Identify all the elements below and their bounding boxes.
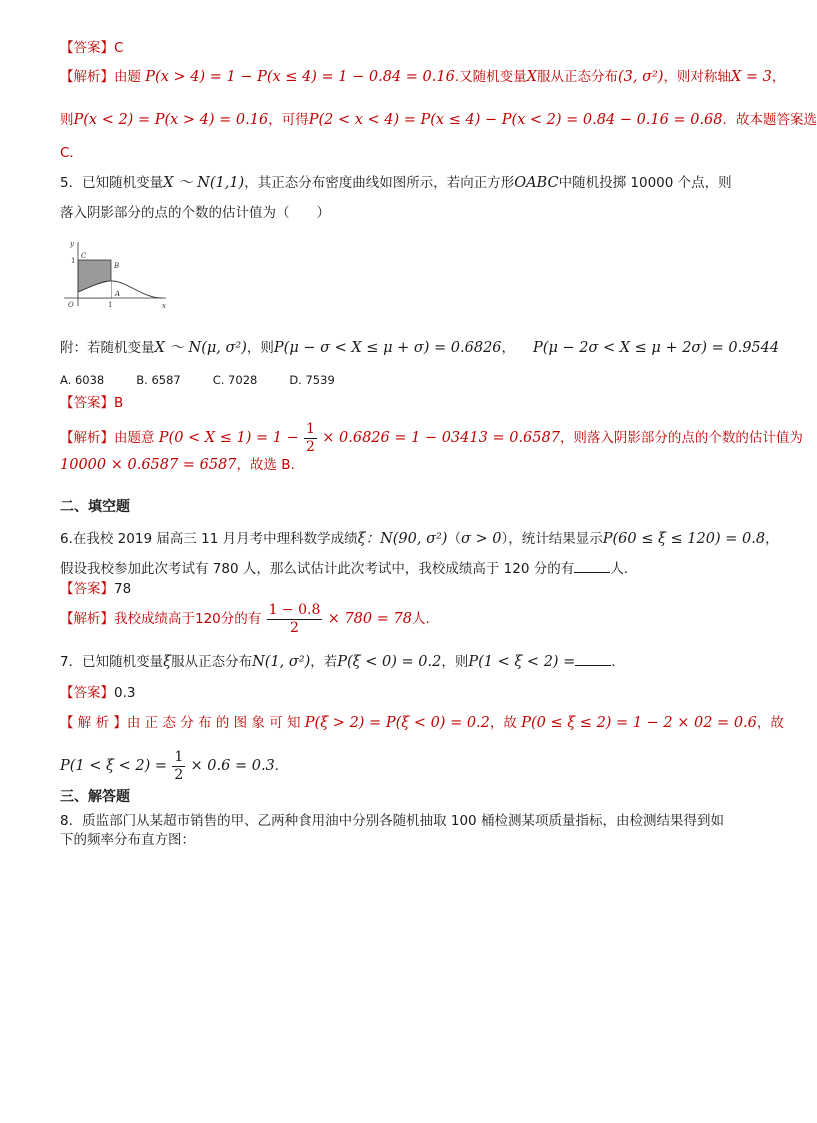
answer-tag: 【答案】 xyxy=(60,685,114,701)
q7-analysis-line-2 xyxy=(60,748,288,784)
option-d: D. 7539 xyxy=(289,373,335,387)
q4-analysis-line-3 xyxy=(60,143,83,163)
analysis-text: 由 正 态 分 布 的 图 象 可 知 xyxy=(126,715,301,731)
math-expression: P(ξ > 2) = P(ξ < 0) = 0.2 xyxy=(304,715,490,731)
question-text: 6.在我校 2019 届高三 11 月月考中理科数学成绩 xyxy=(60,531,358,547)
q7-analysis-line-1 xyxy=(60,713,784,733)
math-expression: P(2 < x < 4) = P(x ≤ 4) − P(x < 2) = 0.84 − 0.16 = 0.68 xyxy=(308,112,723,128)
note-text: ，则 xyxy=(246,340,274,356)
question-text: ， xyxy=(765,531,779,547)
answer-value: B xyxy=(114,395,124,411)
analysis-text: ，则落入阴影部分的点的个数的估计值为 xyxy=(559,430,803,446)
option-c: C. 7028 xyxy=(212,373,258,387)
section-heading-solution: 三、解答题 xyxy=(60,789,130,805)
answer-value: 0.3 xyxy=(114,685,136,701)
math-expression: P(x < 2) = P(x > 4) = 0.16 xyxy=(73,112,269,128)
math-expression: OABC xyxy=(514,175,559,191)
axis-label-y: y xyxy=(70,240,74,248)
q7-stem-line xyxy=(60,651,625,672)
q8-stem-line-2 xyxy=(60,830,195,850)
question-text: ，若 xyxy=(310,654,338,670)
question-text: （ xyxy=(447,531,461,547)
question-text: 8．质监部门从某超市销售的甲、乙两种食用油中分别各随机抽取 100 桶检测某项质量指标，由检测结果得到如 xyxy=(60,813,724,829)
math-expression: X ～ N(μ, σ²) xyxy=(154,340,247,356)
analysis-text: 则 xyxy=(60,112,74,128)
math-expression: P(0 < X ≤ 1) = 1 − xyxy=(158,430,299,446)
question-text: ），统计结果显示 xyxy=(501,531,603,547)
answer-value: C xyxy=(114,40,124,56)
point-label-b: B xyxy=(114,262,120,270)
q6-stem-line-2 xyxy=(60,558,637,579)
q5-analysis-line-2 xyxy=(60,455,295,475)
math-variable: X xyxy=(526,69,537,85)
analysis-text: ，故 xyxy=(756,715,784,731)
question-text: ． xyxy=(611,654,625,670)
math-expression: P(μ − 2σ < X ≤ μ + 2σ) = 0.9544 xyxy=(533,340,780,356)
analysis-text: 人. xyxy=(411,611,430,627)
q4-analysis-line-2 xyxy=(60,110,817,130)
math-variable: ξ xyxy=(163,654,172,670)
q4-answer-line xyxy=(60,38,123,58)
fraction-denominator: 2 xyxy=(290,619,299,636)
answer-blank xyxy=(574,558,610,573)
math-expression: P(x > 4) = 1 − P(x ≤ 4) = 1 − 0.84 = 0.16 xyxy=(145,69,455,85)
math-expression: P(ξ < 0) = 0.2 xyxy=(337,654,442,670)
math-expression: P(μ − σ < X ≤ μ + σ) = 0.6826 xyxy=(273,340,502,356)
analysis-text: C． xyxy=(60,145,83,161)
analysis-tag: 【解析】 xyxy=(60,430,114,446)
fraction-numerator: 1 xyxy=(174,748,184,765)
q5-analysis-line-1 xyxy=(60,420,803,456)
option-a: A. 6038 xyxy=(60,373,105,387)
analysis-text: ． xyxy=(274,758,289,774)
math-expression: × 0.6826 = 1 − 03413 = 0.6587 xyxy=(322,430,560,446)
question-text: 服从正态分布 xyxy=(171,654,253,670)
question-text: 5．已知随机变量 xyxy=(60,175,164,191)
answer-blank xyxy=(575,651,611,666)
math-expression: 10000 × 0.6587 = 6587 xyxy=(60,457,237,473)
answer-tag: 【答案】 xyxy=(60,40,114,56)
answer-tag: 【答案】 xyxy=(60,581,114,597)
analysis-text: ，则对称轴 xyxy=(663,69,731,85)
math-expression: (3, σ²) xyxy=(617,69,664,85)
note-text: ， xyxy=(501,340,516,356)
q6-answer-line xyxy=(60,579,131,599)
math-expression: N(1, σ²) xyxy=(252,654,311,670)
q7-answer-line xyxy=(60,683,135,703)
point-label-o: O xyxy=(68,301,74,309)
analysis-text: ．故本题答案选 xyxy=(722,112,817,128)
question-text: ，其正态分布密度曲线如图所示，若向正方形 xyxy=(244,175,515,191)
analysis-text: 我校成绩高于120分的有 xyxy=(114,611,262,627)
fraction xyxy=(267,602,323,637)
math-expression: ξ：N(90, σ²) xyxy=(357,531,448,547)
question-text: 下的频率分布直方图： xyxy=(60,832,195,848)
point-label-c: C xyxy=(81,252,87,260)
q5-note-line xyxy=(60,338,779,358)
option-b: B. 6587 xyxy=(136,373,181,387)
math-expression: P(1 < ξ < 2) = xyxy=(60,758,168,774)
fraction xyxy=(304,421,317,456)
q5-options xyxy=(60,370,367,390)
math-expression: × 780 = 78 xyxy=(327,611,412,627)
analysis-tag: 【 解 析 】 xyxy=(60,715,127,731)
fraction-numerator: 1 − 0.8 xyxy=(268,601,321,618)
math-expression: X = 3 xyxy=(730,69,772,85)
fraction-denominator: 2 xyxy=(174,766,184,783)
axis-label-x: x xyxy=(162,302,166,310)
question-text: 7．已知随机变量 xyxy=(60,654,164,670)
math-expression: P(1 < ξ < 2) = xyxy=(468,654,576,670)
q5-answer-line xyxy=(60,393,123,413)
point-label-a: A xyxy=(115,290,121,298)
question-text: ，则 xyxy=(441,654,469,670)
tick-label-x: 1 xyxy=(108,301,113,309)
math-expression: P(0 ≤ ξ ≤ 2) = 1 − 2 × 02 = 0.6 xyxy=(521,715,757,731)
question-text: 落入阴影部分的点的个数的估计值为（ ） xyxy=(60,205,330,221)
analysis-tag: 【解析】 xyxy=(60,611,114,627)
math-expression: × 0.6 = 0.3 xyxy=(190,758,275,774)
q6-analysis-line xyxy=(60,601,430,637)
fraction-denominator: 2 xyxy=(306,438,315,455)
q5-stem-line-2 xyxy=(60,203,330,223)
normal-curve-figure xyxy=(58,236,170,314)
question-text: 中随机投掷 10000 个点，则 xyxy=(558,175,732,191)
analysis-text: ，可得 xyxy=(268,112,309,128)
q4-analysis-line-1 xyxy=(60,67,785,87)
tick-label-y: 1 xyxy=(71,257,76,265)
question-text: 人． xyxy=(610,561,638,577)
q8-stem-line-1 xyxy=(60,811,724,831)
answer-tag: 【答案】 xyxy=(60,395,114,411)
note-text: 附：若随机变量 xyxy=(60,340,155,356)
analysis-text: 服从正态分布 xyxy=(536,69,618,85)
math-expression: P(60 ≤ ξ ≤ 120) = 0.8 xyxy=(602,531,766,547)
question-text: 假设我校参加此次考试有 780 人，那么试估计此次考试中，我校成绩高于 120 分的有 xyxy=(60,561,575,577)
q5-stem-line-1 xyxy=(60,173,732,193)
analysis-tag: 【解析】 xyxy=(60,69,114,85)
fraction-numerator: 1 xyxy=(306,420,315,437)
analysis-text: 由题 xyxy=(114,69,141,85)
analysis-text: .又随机变量 xyxy=(454,69,527,85)
analysis-text: ，故选 B. xyxy=(236,457,295,473)
q6-stem-line-1 xyxy=(60,529,779,549)
analysis-text: 由题意 xyxy=(114,430,155,446)
fraction xyxy=(172,749,185,784)
analysis-text: ，故 xyxy=(489,715,517,731)
analysis-text: ， xyxy=(771,69,786,85)
math-expression: σ > 0 xyxy=(460,531,502,547)
answer-value: 78 xyxy=(114,581,132,597)
math-expression: X ～ N(1,1) xyxy=(163,175,245,191)
section-heading-fill-blank: 二、填空题 xyxy=(60,499,130,515)
